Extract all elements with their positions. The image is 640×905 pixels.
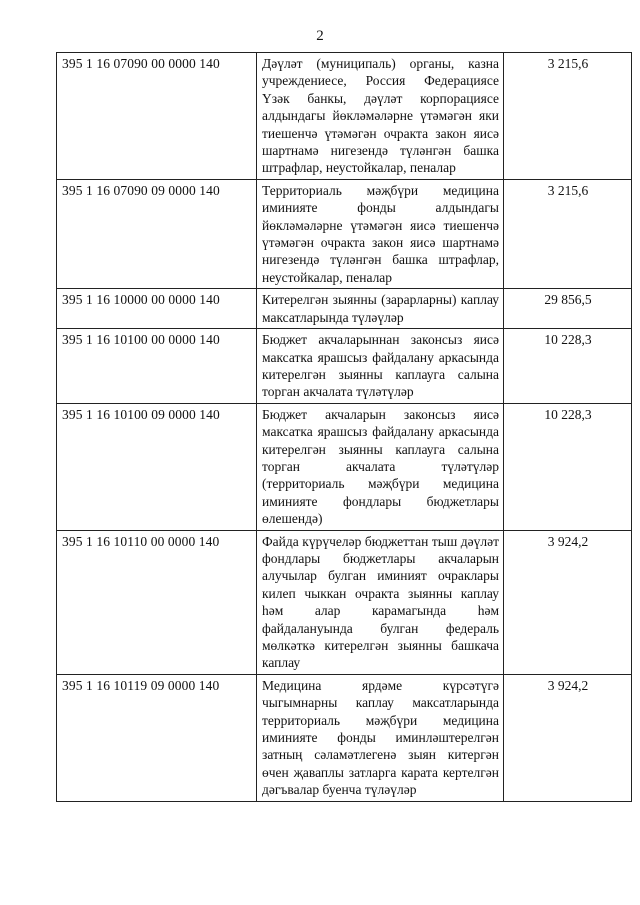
amount-value: 3 924,2: [504, 530, 632, 674]
table-row: [57, 289, 632, 329]
revenue-description: Дәүләт (муниципаль) органы, казна учреждениесе, Россия Федерациясе Үзәк банкы, дәүләт корпорациясе алдындагы йөкләмәләрне үтәмәгән яки тиешенчә үтәмәгән очракта закон яисә шартнамә нигезендә түләнгән башка штрафлар, неустойкалар, пеналар: [257, 53, 504, 180]
table-row: [57, 530, 632, 674]
budget-revenue-table: [56, 52, 632, 802]
page-number: 2: [316, 28, 324, 44]
table-row: [57, 179, 632, 288]
amount-value: 3 215,6: [504, 53, 632, 180]
table-row: [57, 329, 632, 404]
budget-classification-code: 395 1 16 07090 00 0000 140: [57, 53, 257, 180]
revenue-description: Бюджет акчаларыннан законсыз яисә максатка ярашсыз файдалану аркасында китерелгән зыянны каплауга салына торган акчалата түләтүләр: [257, 329, 504, 404]
table-row: [57, 53, 632, 180]
budget-classification-code: 395 1 16 10119 09 0000 140: [57, 674, 257, 801]
table-row: [57, 674, 632, 801]
amount-value: 10 228,3: [504, 403, 632, 530]
budget-classification-code: 395 1 16 07090 09 0000 140: [57, 179, 257, 288]
revenue-description: Китерелгән зыянны (зарарларны) каплау максатларында түләүләр: [257, 289, 504, 329]
budget-classification-code: 395 1 16 10100 00 0000 140: [57, 329, 257, 404]
budget-classification-code: 395 1 16 10000 00 0000 140: [57, 289, 257, 329]
amount-value: 29 856,5: [504, 289, 632, 329]
revenue-description: Файда күрүчеләр бюджеттан тыш дәүләт фондлары бюджетлары акчаларын алучылар булган иминият очраклары килеп чыккан очракта зыянны каплау һәм алар карамагында һәм файдалануында булган федераль мөлкәткә китерелгән зыянны башкача каплау: [257, 530, 504, 674]
amount-value: 3 215,6: [504, 179, 632, 288]
revenue-description: Бюджет акчаларын законсыз яисә максатка ярашсыз файдалану аркасында китерелгән зыянны каплауга салына торган акчалата түләтүләр (территориаль мәҗбүри медицина иминияте фондлары бюджетлары өлешендә): [257, 403, 504, 530]
table-row: [57, 403, 632, 530]
revenue-description: Медицина ярдәме күрсәтүгә чыгымнарны каплау максатларында территориаль мәҗбүри медицина иминияте фонды иминләштерелгән затның сәламәтлегенә зыян китергән өчен җаваплы затларга карата кертелгән дәгъвалар буенча түләүләр: [257, 674, 504, 801]
amount-value: 10 228,3: [504, 329, 632, 404]
budget-classification-code: 395 1 16 10100 09 0000 140: [57, 403, 257, 530]
amount-value: 3 924,2: [504, 674, 632, 801]
budget-classification-code: 395 1 16 10110 00 0000 140: [57, 530, 257, 674]
revenue-description: Территориаль мәҗбүри медицина иминияте фонды алдындагы йөкләмәләрне үтәмәгән яисә тиешенчә үтәмәгән очракта закон яисә шартнамә нигезендә түләнгән башка штрафлар, неустойкалар, пеналар: [257, 179, 504, 288]
